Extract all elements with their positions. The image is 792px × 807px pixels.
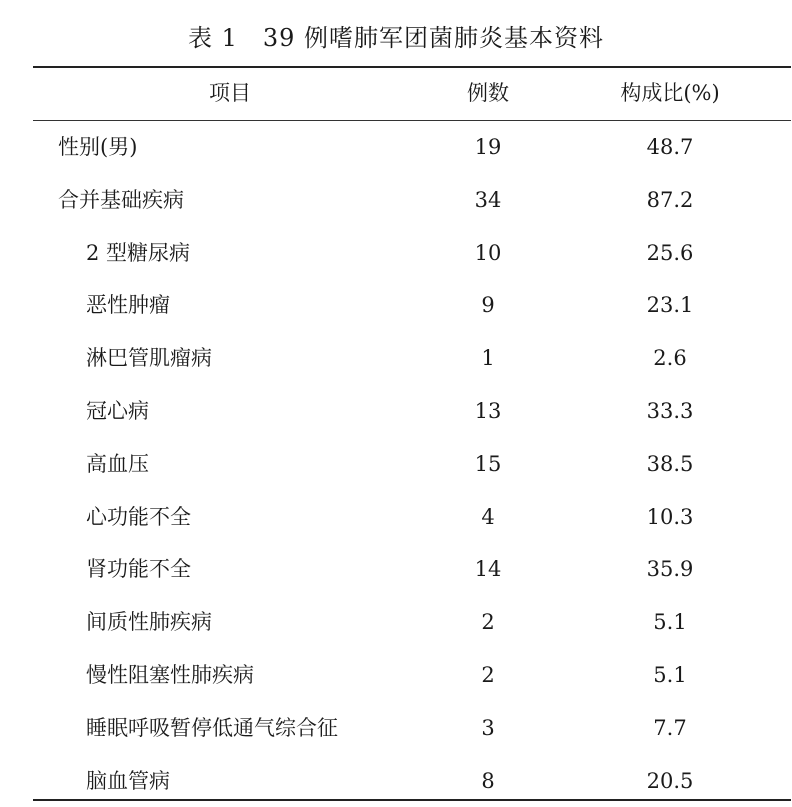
table-row	[0, 227, 792, 280]
row-item-label: 睡眠呼吸暂停低通气综合征	[86, 715, 338, 740]
row-count: 4	[481, 504, 495, 529]
row-item-label: 高血压	[86, 451, 149, 476]
row-count: 10	[474, 240, 502, 265]
row-item-label: 恶性肿瘤	[86, 293, 170, 318]
row-item-label: 合并基础疾病	[58, 187, 184, 212]
row-count: 3	[481, 715, 495, 740]
table-row	[0, 491, 792, 544]
row-ratio: 20.5	[646, 768, 694, 793]
table-row	[0, 385, 792, 438]
row-count: 2	[481, 662, 495, 687]
table-body	[0, 121, 792, 807]
table-row	[0, 649, 792, 702]
table-row	[0, 279, 792, 332]
row-count: 14	[474, 557, 502, 582]
row-ratio: 48.7	[646, 135, 694, 159]
row-item-label: 性别(男)	[58, 135, 138, 159]
row-item-label: 间质性肺疾病	[86, 610, 212, 635]
row-ratio: 5.1	[653, 662, 687, 687]
row-count: 9	[481, 293, 495, 318]
header-item: 项目	[209, 81, 251, 105]
row-ratio: 38.5	[646, 451, 694, 476]
table-row	[0, 596, 792, 649]
table-header	[0, 66, 792, 120]
row-ratio: 25.6	[646, 240, 694, 265]
row-count: 34	[474, 187, 502, 212]
table-row	[0, 174, 792, 227]
table-row	[0, 543, 792, 596]
row-count: 15	[474, 451, 502, 476]
table-row	[0, 702, 792, 755]
row-item-label: 2 型糖尿病	[86, 240, 191, 265]
row-item-label: 肾功能不全	[86, 557, 191, 582]
row-ratio: 35.9	[646, 557, 694, 582]
row-count: 1	[481, 346, 495, 371]
row-count: 2	[481, 610, 495, 635]
row-ratio: 5.1	[653, 610, 687, 635]
row-item-label: 慢性阻塞性肺疾病	[86, 662, 254, 687]
row-item-label: 心功能不全	[86, 504, 191, 529]
table-row	[0, 438, 792, 491]
row-count: 13	[474, 398, 502, 423]
row-ratio: 7.7	[653, 715, 687, 740]
table-bottom-rule	[33, 799, 791, 801]
row-ratio: 33.3	[646, 398, 694, 423]
table-row	[0, 121, 792, 174]
row-count: 19	[474, 135, 502, 159]
header-ratio: 构成比(%)	[620, 81, 720, 105]
row-item-label: 冠心病	[86, 398, 149, 423]
row-count: 8	[481, 768, 495, 793]
table-row	[0, 332, 792, 385]
row-item-label: 淋巴管肌瘤病	[86, 346, 212, 371]
table-caption: 表 1 39 例嗜肺军团菌肺炎基本资料	[187, 24, 605, 52]
header-count: 例数	[467, 81, 509, 105]
row-ratio: 23.1	[646, 293, 694, 318]
row-ratio: 2.6	[653, 346, 687, 371]
row-ratio: 10.3	[646, 504, 694, 529]
row-ratio: 87.2	[646, 187, 694, 212]
row-item-label: 脑血管病	[86, 768, 170, 793]
